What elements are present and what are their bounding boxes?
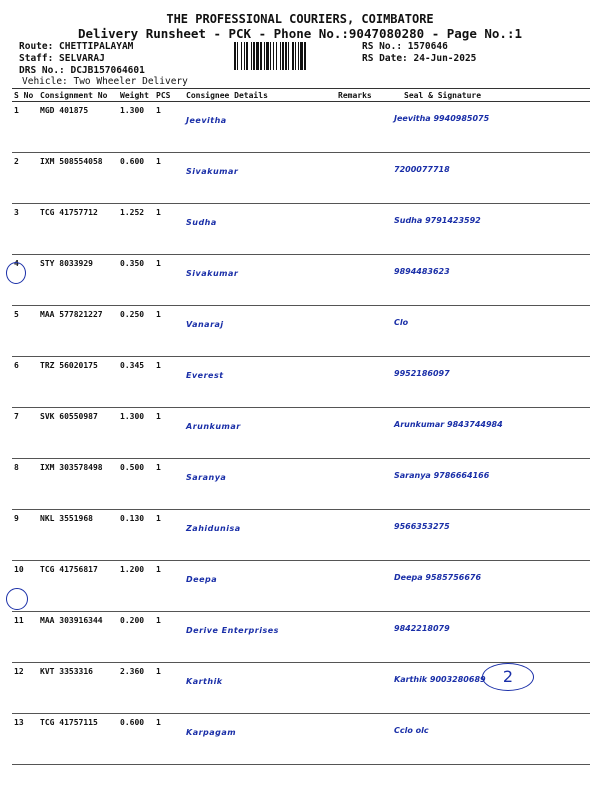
seal-signature: 9842218079 bbox=[392, 612, 590, 663]
seal-signature: Arunkumar 9843744984 bbox=[392, 408, 590, 459]
row-sno: 9 bbox=[12, 510, 38, 561]
table-row bbox=[12, 459, 590, 510]
remarks bbox=[336, 714, 392, 765]
table-row bbox=[12, 255, 590, 306]
drs-number: DRS No.: DCJB157064601 bbox=[19, 65, 145, 76]
consignee-name: Everest bbox=[184, 357, 336, 408]
remarks bbox=[336, 459, 392, 510]
pcs: 1 bbox=[154, 510, 184, 561]
weight: 0.130 bbox=[118, 510, 154, 561]
consignment-no: KVT 3353316 bbox=[38, 663, 118, 714]
seal-signature: 9952186097 bbox=[392, 357, 590, 408]
pcs: 1 bbox=[154, 561, 184, 612]
col-signature: Seal & Signature bbox=[392, 89, 590, 102]
table-row bbox=[12, 510, 590, 561]
consignment-no: TRZ 56020175 bbox=[38, 357, 118, 408]
remarks bbox=[336, 306, 392, 357]
row-sno: 3 bbox=[12, 204, 38, 255]
rs-number: RS No.: 1570646 bbox=[362, 41, 448, 52]
weight: 0.345 bbox=[118, 357, 154, 408]
seal-signature: Cclo olc bbox=[392, 714, 590, 765]
consignee-name: Sudha bbox=[184, 204, 336, 255]
table-row bbox=[12, 306, 590, 357]
remarks bbox=[336, 612, 392, 663]
pcs: 1 bbox=[154, 102, 184, 153]
remarks bbox=[336, 408, 392, 459]
seal-signature: Deepa 9585756676 bbox=[392, 561, 590, 612]
consignment-no: TCG 41757712 bbox=[38, 204, 118, 255]
runsheet-subtitle: Delivery Runsheet - PCK - Phone No.:9047080280 - Page No.:1 bbox=[77, 26, 522, 41]
row-sno: 1 bbox=[12, 102, 38, 153]
row-sno: 8 bbox=[12, 459, 38, 510]
consignment-no: NKL 3551968 bbox=[38, 510, 118, 561]
weight: 1.300 bbox=[118, 102, 154, 153]
row-sno: 5 bbox=[12, 306, 38, 357]
weight: 0.600 bbox=[118, 714, 154, 765]
seal-signature: 9566353275 bbox=[392, 510, 590, 561]
consignee-name: Deepa bbox=[184, 561, 336, 612]
weight: 1.300 bbox=[118, 408, 154, 459]
pcs: 1 bbox=[154, 204, 184, 255]
row-sno: 4 bbox=[12, 255, 38, 306]
col-consignee: Consignee Details bbox=[184, 89, 336, 102]
pcs: 1 bbox=[154, 306, 184, 357]
pcs: 1 bbox=[154, 714, 184, 765]
row-13-circle-mark bbox=[6, 588, 28, 610]
consignee-name: Sivakumar bbox=[184, 153, 336, 204]
consignment-no: STY 8033929 bbox=[38, 255, 118, 306]
col-sno: S No bbox=[12, 89, 38, 102]
table-row bbox=[12, 204, 590, 255]
row-sno: 10 bbox=[12, 561, 38, 612]
route-label: Route: CHETTIPALAYAM bbox=[19, 41, 134, 52]
consignee-name: Karpagam bbox=[184, 714, 336, 765]
remarks bbox=[336, 561, 392, 612]
weight: 0.600 bbox=[118, 153, 154, 204]
consignee-name: Saranya bbox=[184, 459, 336, 510]
table-row bbox=[12, 357, 590, 408]
consignee-name: Vanaraj bbox=[184, 306, 336, 357]
pcs: 1 bbox=[154, 612, 184, 663]
remarks bbox=[336, 153, 392, 204]
weight: 1.252 bbox=[118, 204, 154, 255]
row-sno: 6 bbox=[12, 357, 38, 408]
seal-signature: Sudha 9791423592 bbox=[392, 204, 590, 255]
consignment-no: MAA 577821227 bbox=[38, 306, 118, 357]
pcs: 1 bbox=[154, 357, 184, 408]
weight: 0.250 bbox=[118, 306, 154, 357]
consignment-no: TCG 41756817 bbox=[38, 561, 118, 612]
pcs: 1 bbox=[154, 255, 184, 306]
weight: 0.350 bbox=[118, 255, 154, 306]
company-title: THE PROFESSIONAL COURIERS, COIMBATORE bbox=[166, 12, 434, 26]
remarks bbox=[336, 204, 392, 255]
remarks bbox=[336, 510, 392, 561]
consignment-no: SVK 60550987 bbox=[38, 408, 118, 459]
row-sno: 13 bbox=[12, 714, 38, 765]
barcode bbox=[233, 42, 351, 70]
consignee-name: Derive Enterprises bbox=[184, 612, 336, 663]
weight: 1.200 bbox=[118, 561, 154, 612]
seal-signature: Karthik 9003280689 bbox=[392, 663, 590, 714]
consignment-no: TCG 41757115 bbox=[38, 714, 118, 765]
consignee-name: Karthik bbox=[184, 663, 336, 714]
table-row bbox=[12, 714, 590, 765]
consignment-no: MAA 303916344 bbox=[38, 612, 118, 663]
pcs: 1 bbox=[154, 153, 184, 204]
consignee-name: Jeevitha bbox=[184, 102, 336, 153]
seal-signature: Saranya 9786664166 bbox=[392, 459, 590, 510]
seal-signature: 7200077718 bbox=[392, 153, 590, 204]
table-row bbox=[12, 153, 590, 204]
consignment-no: IXM 508554058 bbox=[38, 153, 118, 204]
remarks bbox=[336, 255, 392, 306]
col-weight: Weight bbox=[118, 89, 154, 102]
table-row bbox=[12, 561, 590, 612]
consignment-no: MGD 401875 bbox=[38, 102, 118, 153]
remarks bbox=[336, 102, 392, 153]
page-number-mark: 2 bbox=[482, 663, 534, 691]
seal-signature: Clo bbox=[392, 306, 590, 357]
row-sno: 11 bbox=[12, 612, 38, 663]
table-row bbox=[12, 612, 590, 663]
seal-signature: 9894483623 bbox=[392, 255, 590, 306]
pcs: 1 bbox=[154, 663, 184, 714]
consignee-name: Zahidunisa bbox=[184, 510, 336, 561]
remarks bbox=[336, 663, 392, 714]
consignment-no: IXM 303578498 bbox=[38, 459, 118, 510]
staff-label: Staff: SELVARAJ bbox=[19, 53, 105, 64]
weight: 0.500 bbox=[118, 459, 154, 510]
table-row bbox=[12, 102, 590, 153]
pcs: 1 bbox=[154, 459, 184, 510]
col-remarks: Remarks bbox=[336, 89, 392, 102]
seal-signature: Jeevitha 9940985075 bbox=[392, 102, 590, 153]
vehicle-label: Vehicle: Two Wheeler Delivery bbox=[22, 76, 188, 87]
remarks bbox=[336, 357, 392, 408]
col-consignment: Consignment No bbox=[38, 89, 118, 102]
row-sno: 12 bbox=[12, 663, 38, 714]
consignee-name: Arunkumar bbox=[184, 408, 336, 459]
table-row bbox=[12, 408, 590, 459]
table-header-row bbox=[12, 89, 590, 102]
rs-date: RS Date: 24-Jun-2025 bbox=[362, 53, 477, 64]
weight: 0.200 bbox=[118, 612, 154, 663]
col-pcs: PCS bbox=[154, 89, 184, 102]
pcs: 1 bbox=[154, 408, 184, 459]
row-sno: 2 bbox=[12, 153, 38, 204]
row-5-circle-mark bbox=[6, 262, 26, 284]
weight: 2.360 bbox=[118, 663, 154, 714]
row-sno: 7 bbox=[12, 408, 38, 459]
consignee-name: Sivakumar bbox=[184, 255, 336, 306]
